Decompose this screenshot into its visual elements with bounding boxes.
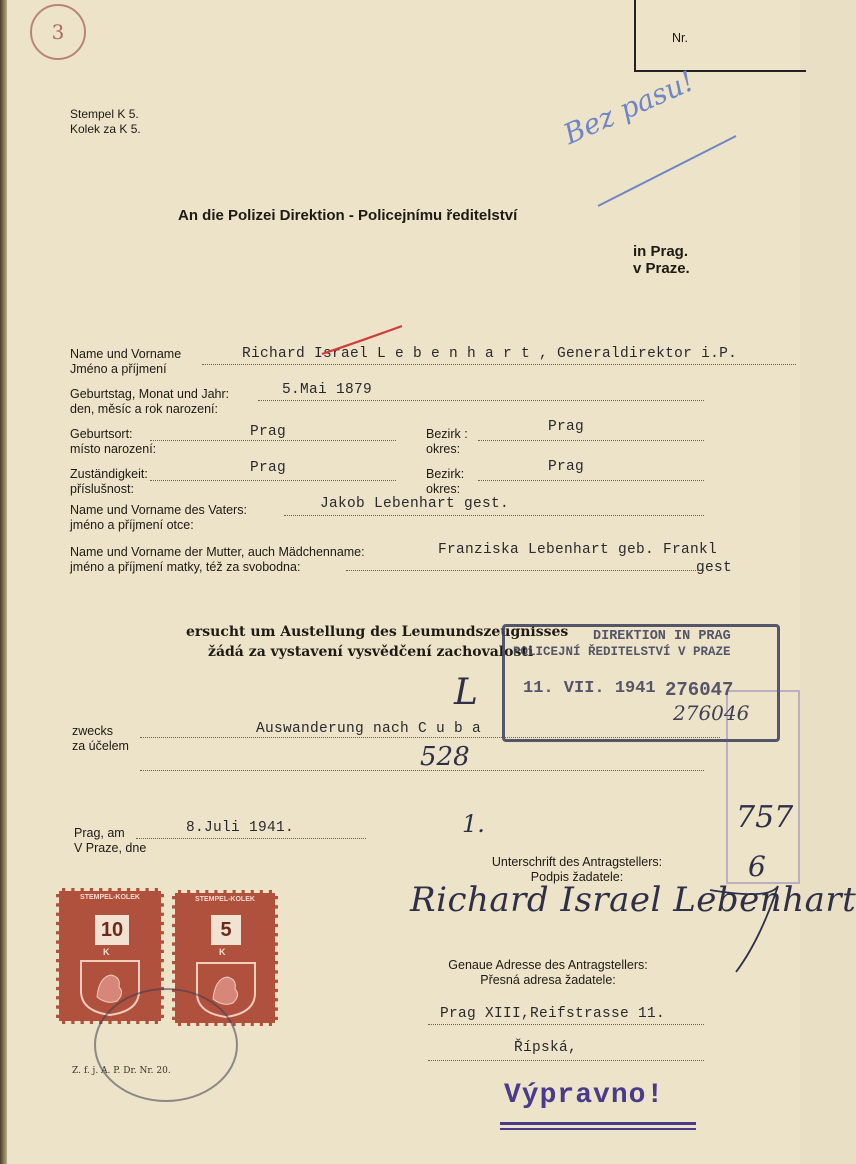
request-line-cz: žádá za vystavení vysvědčení zachovalosti — [208, 644, 534, 660]
police-stamp-line1: DIREKTION IN PRAG — [593, 629, 731, 644]
father-label-de: Name und Vorname des Vaters: — [70, 503, 247, 517]
place-date-label-de: Prag, am — [74, 826, 125, 840]
birthplace-district-label — [426, 427, 468, 457]
heading-city-de: in Prag. — [633, 243, 689, 260]
birthplace-district-label-cz: okres: — [426, 442, 461, 456]
police-stamp-line2: POLICEJNÍ ŘEDITELSTVÍ V PRAZE — [513, 645, 731, 659]
domicile-dotted-line — [150, 480, 396, 481]
mother-label — [70, 545, 365, 575]
left-edge-shadow — [0, 0, 7, 1164]
purpose-label — [72, 724, 129, 754]
birthplace-label-cz: místo narození: — [70, 442, 157, 456]
father-dotted-line — [284, 515, 704, 516]
address-label-de: Genaue Adresse des Antragstellers: — [448, 958, 648, 972]
domicile-district-label-cz: okres: — [426, 482, 461, 496]
revenue-stamp-10-value: 10 — [95, 915, 129, 945]
request-line-de: ersucht um Austellung des Leumundszeugnisses — [186, 624, 569, 640]
address-dotted-line-2 — [428, 1060, 704, 1061]
father-label-cz: jméno a příjmení otce: — [70, 518, 194, 532]
signature-label-cz: Podpis žadatele: — [530, 870, 624, 884]
cancellation-postmark — [94, 988, 238, 1102]
mother-value-line2: gest — [696, 560, 733, 576]
place-date-label-cz: V Praze, dne — [74, 841, 147, 855]
birthdate-label — [70, 387, 229, 417]
blue-pencil-stroke — [570, 130, 740, 210]
domicile-label-cz: příslušnost: — [70, 482, 134, 496]
purpose-label-de: zwecks — [72, 724, 113, 738]
circled-page-number: 3 — [30, 4, 86, 60]
handwritten-mark-l: L — [454, 672, 478, 713]
red-strike-mark — [318, 322, 408, 362]
domicile-label — [70, 467, 148, 497]
revenue-stamp-5-header: STEMPEL-KOLEK — [195, 896, 255, 903]
birthplace-district-dotted-line — [478, 440, 704, 441]
place-date-value: 8.Juli 1941. — [186, 820, 295, 836]
dispatch-stamp: Výpravno! — [504, 1080, 665, 1111]
birthdate-label-de: Geburtstag, Monat und Jahr: — [70, 387, 230, 401]
heading-main: An die Polizei Direktion - Policejnímu ředitelství — [178, 207, 518, 224]
stamp-note — [70, 107, 141, 137]
domicile-district-label — [426, 467, 464, 497]
birthplace-label-de: Geburtsort: — [70, 427, 133, 441]
corner-box-label: Nr. — [672, 31, 688, 45]
birthdate-label-cz: den, měsíc a rok narození: — [70, 402, 218, 416]
address-label — [432, 958, 664, 988]
purpose-dotted-line — [140, 737, 720, 738]
father-value: Jakob Lebenhart gest. — [320, 496, 510, 512]
birthplace-district-value: Prag — [548, 419, 585, 435]
mother-value-line1: Franziska Lebenhart geb. Frankl — [438, 542, 718, 558]
domicile-value: Prag — [250, 460, 287, 476]
stamp-note-line1: Stempel K 5. — [70, 107, 139, 121]
margin-number-a: 757 — [736, 800, 794, 835]
birthdate-value: 5.Mai 1879 — [282, 382, 373, 398]
domicile-district-label-de: Bezirk: — [426, 467, 465, 481]
signature-tail-stroke — [700, 880, 790, 980]
signature-value: Richard Israel Lebenhart — [410, 880, 856, 920]
birthplace-district-label-de: Bezirk : — [426, 427, 468, 441]
dispatch-underline-2 — [500, 1128, 696, 1130]
birthplace-value: Prag — [250, 424, 287, 440]
domicile-district-value: Prag — [548, 459, 585, 475]
birthplace-label — [70, 427, 156, 457]
revenue-stamp-5-value: 5 — [211, 915, 241, 945]
name-label-de: Name und Vorname — [70, 347, 182, 361]
police-stamp-date: 11. VII. 1941 — [523, 679, 656, 698]
address-label-cz: Přesná adresa žadatele: — [480, 973, 616, 987]
police-stamp-number: 276047 — [665, 679, 734, 701]
mother-label-de: Name und Vorname der Mutter, auch Mädchenname: — [70, 545, 365, 559]
purpose-label-cz: za účelem — [72, 739, 129, 753]
margin-number-b: 6 — [748, 850, 766, 883]
revenue-stamp-10-header: STEMPEL-KOLEK — [80, 894, 140, 901]
mother-label-cz: jméno a příjmení matky, též za svobodna: — [70, 560, 301, 574]
father-label — [70, 503, 247, 533]
address-line2: Řípská, — [514, 1040, 578, 1056]
domicile-label-de: Zuständigkeit: — [70, 467, 148, 481]
corner-number-box — [634, 0, 806, 72]
revenue-stamp-10-unit: K — [103, 947, 110, 957]
address-dotted-line-1 — [428, 1024, 704, 1025]
margin-number-c: 1. — [462, 810, 485, 838]
purpose-hand-note: 528 — [420, 742, 470, 772]
place-date-dotted-line — [136, 838, 366, 839]
stamp-note-line2: Kolek za K 5. — [70, 122, 141, 136]
name-label — [70, 347, 181, 377]
name-value: Richard Israel L e b e n h a r t , Generaldirektor i.P. — [242, 346, 738, 362]
birthplace-dotted-line — [150, 440, 396, 441]
revenue-stamp-5-unit: K — [219, 947, 226, 957]
heading-city-cz: v Praze. — [633, 260, 690, 277]
place-date-label — [74, 826, 146, 856]
domicile-district-dotted-line — [478, 480, 704, 481]
name-dotted-line — [202, 364, 796, 365]
blue-pencil-note: Bez pasu! — [558, 64, 700, 151]
address-line1: Prag XIII,Reifstrasse 11. — [440, 1006, 666, 1022]
dispatch-underline-1 — [500, 1122, 696, 1125]
signature-label-de: Unterschrift des Antragstellers: — [491, 855, 663, 869]
mother-dotted-line — [346, 570, 704, 571]
form-code: Z. f. j. A. P. Dr. Nr. 20. — [72, 1066, 171, 1076]
purpose-value: Auswanderung nach C u b a — [256, 721, 482, 737]
police-stamp-handwritten-number: 276046 — [673, 701, 750, 725]
name-label-cz: Jméno a příjmení — [70, 362, 167, 376]
birthdate-dotted-line — [258, 400, 704, 401]
